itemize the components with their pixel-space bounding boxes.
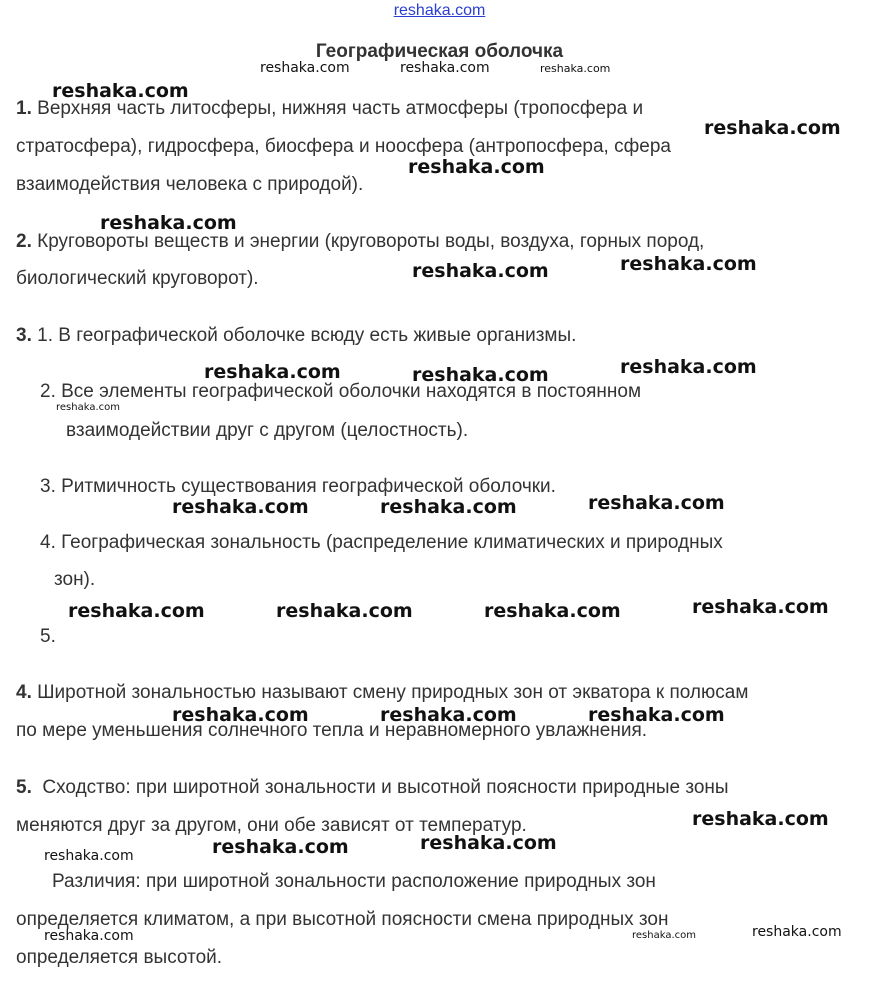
answer-3-item-2-line-2: взаимодействии друг с другом (целостность). (66, 420, 469, 441)
answer-5-line-4: определяется климатом, а при высотной поясности смена природных зон (16, 909, 669, 930)
watermark: reshaka.com (692, 596, 829, 618)
watermark: reshaka.com (276, 600, 413, 622)
watermark: reshaka.com (420, 832, 557, 854)
watermark: reshaka.com (484, 600, 621, 622)
watermark: reshaka.com (588, 492, 725, 514)
answer-1-line-3: взаимодействия человека с природой). (16, 174, 364, 195)
answer-4-line-1 (16, 682, 748, 704)
watermark: reshaka.com (588, 704, 725, 726)
answer-3-item-3: 3. Ритмичность существования географической оболочки. (40, 476, 556, 497)
answer-3-item-4-line-2: зон). (54, 569, 96, 590)
answer-text: Круговороты веществ и энергии (круговороты воды, воздуха, горных пород, (37, 231, 705, 252)
answer-number: 1. (16, 98, 32, 119)
answer-1-line-2: стратосфера), гидросфера, биосфера и ноосфера (антропосфера, сфера (16, 136, 671, 157)
watermark: reshaka.com (212, 836, 349, 858)
answer-2-line-2: биологический круговорот). (16, 268, 259, 289)
answer-number: 4. (16, 682, 32, 703)
watermark: reshaka.com (632, 930, 696, 941)
watermark: reshaka.com (412, 364, 549, 386)
answer-text: Широтной зональностью называют смену природных зон от экватора к полюсам (37, 682, 749, 703)
answer-3-item-2-line-1: 2. Все элементы географической оболочки находятся в постоянном (40, 381, 642, 402)
answer-5-line-5: определяется высотой. (16, 947, 223, 968)
answer-number: 3. (16, 325, 32, 346)
watermark: reshaka.com (704, 117, 841, 139)
answer-3-item-4-line-1: 4. Географическая зональность (распределение климатических и природных (40, 532, 723, 553)
answer-number: 2. (16, 231, 32, 252)
answer-2-line-1 (16, 231, 704, 253)
answer-5-line-1 (16, 777, 729, 799)
watermark: reshaka.com (44, 928, 134, 944)
watermark: reshaka.com (100, 212, 237, 234)
watermark: reshaka.com (380, 496, 517, 518)
watermark: reshaka.com (68, 600, 205, 622)
answer-3-item-1 (16, 325, 576, 347)
answer-4-line-2: по мере уменьшения солнечного тепла и неравномерного увлажнения. (16, 720, 648, 741)
answer-5-line-2: меняются друг за другом, они обе зависят от температур. (16, 815, 527, 836)
watermark: reshaka.com (260, 60, 350, 76)
watermark: reshaka.com (620, 253, 757, 275)
page-title: Географическая оболочка (315, 41, 564, 62)
answer-number: 5. (16, 777, 32, 798)
watermark: reshaka.com (380, 704, 517, 726)
watermark: reshaka.com (44, 848, 134, 864)
answer-text: Сходство: при широтной зональности и высотной поясности природные зоны (42, 777, 729, 798)
watermark: reshaka.com (52, 80, 189, 102)
watermark: reshaka.com (752, 924, 842, 940)
watermark: reshaka.com (204, 361, 341, 383)
answer-text: 1. В географической оболочке всюду есть живые организмы. (37, 325, 577, 346)
site-link[interactable]: reshaka.com (393, 2, 486, 19)
watermark: reshaka.com (540, 62, 611, 75)
answer-3-item-5: 5. (40, 626, 56, 647)
watermark: reshaka.com (620, 356, 757, 378)
watermark: reshaka.com (692, 808, 829, 830)
answer-text: Верхняя часть литосферы, нижняя часть атмосферы (тропосфера и (37, 98, 644, 119)
answer-5-line-3: Различия: при широтной зональности расположение природных зон (52, 871, 656, 892)
watermark: reshaka.com (172, 496, 309, 518)
watermark: reshaka.com (400, 60, 490, 76)
watermark: reshaka.com (408, 156, 545, 178)
watermark: reshaka.com (56, 402, 120, 413)
watermark: reshaka.com (172, 704, 309, 726)
watermark: reshaka.com (412, 260, 549, 282)
